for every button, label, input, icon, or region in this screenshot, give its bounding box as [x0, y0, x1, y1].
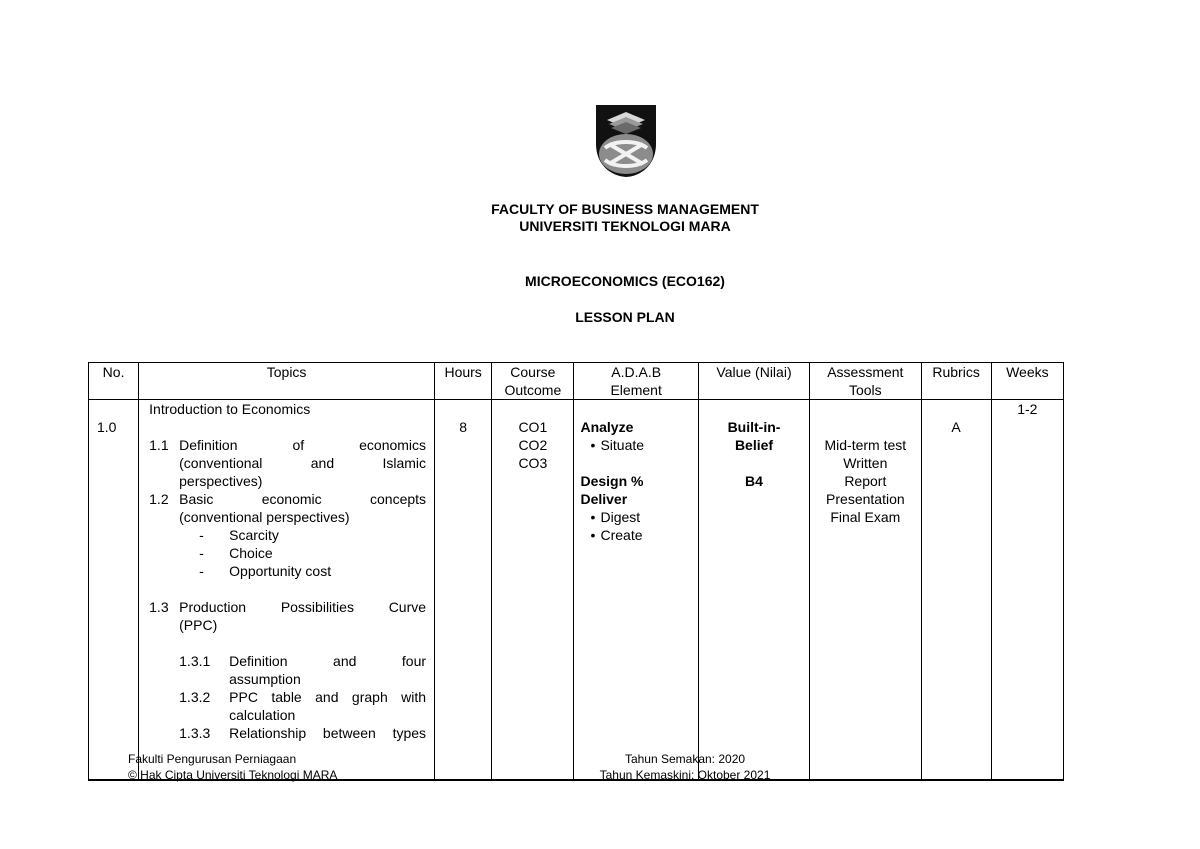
col-value: Value (Nilai): [698, 363, 809, 400]
cell-topics: [139, 400, 435, 781]
cell-rubrics: A: [921, 400, 991, 781]
concept-item: - Choice: [199, 545, 273, 561]
cell-hours: 8: [435, 400, 492, 781]
faculty-name: FACULTY OF BUSINESS MANAGEMENT: [491, 201, 759, 217]
topic-1-3-3: 1.3.3 Relationship between types: [179, 725, 427, 741]
topic-1-3-1: 1.3.1 Definition and four assumption: [179, 653, 427, 687]
cell-course-outcome: CO1 CO2 CO3: [492, 400, 574, 781]
university-logo: [595, 104, 657, 178]
topic-1-3-2: 1.3.2 PPC table and graph with calculation: [179, 689, 427, 723]
topic-1-1: 1.1 Definition of economics (conventional and Islamic perspectives): [149, 437, 427, 489]
footer-right: Tahun Semakan: 2020 Tahun Kemaskini: Oktober 2021: [599, 752, 771, 782]
topic-main: Introduction to Economics: [149, 401, 311, 417]
col-adab-element: A.D.A.B Element: [574, 363, 698, 400]
cell-no: 1.0: [89, 400, 139, 781]
course-title: MICROECONOMICS (ECO162): [525, 273, 725, 289]
col-hours: Hours: [435, 363, 492, 400]
lesson-plan-table: [88, 362, 1064, 781]
topic-1-2: 1.2 Basic economic concepts (conventional perspectives): [149, 491, 427, 525]
cell-weeks: 1-2: [991, 400, 1063, 781]
cell-adab-element: Analyze • Situate Design % Deliver • Digest • Create: [574, 400, 698, 781]
adab-item: • Digest: [580, 508, 697, 526]
table-row: [89, 400, 1064, 781]
col-course-outcome: Course Outcome: [492, 363, 574, 400]
col-no: No.: [89, 363, 139, 400]
adab-item: • Create: [580, 526, 697, 544]
col-weeks: Weeks: [991, 363, 1063, 400]
col-topics: Topics: [139, 363, 435, 400]
col-assessment-tools: Assessment Tools: [810, 363, 921, 400]
footer-left: Fakulti Pengurusan Perniagaan © Hak Cipta Universiti Teknologi MARA: [128, 752, 338, 782]
adab-item: • Situate: [580, 436, 697, 454]
document-title: LESSON PLAN: [575, 309, 675, 325]
col-rubrics: Rubrics: [921, 363, 991, 400]
university-name: UNIVERSITI TEKNOLOGI MARA: [519, 218, 731, 234]
concept-item: - Opportunity cost: [199, 563, 332, 579]
concept-item: - Scarcity: [199, 527, 279, 543]
cell-assessment-tools: Mid-term test Written Report Presentation Final Exam: [810, 400, 921, 781]
topic-1-3: 1.3 Production Possibilities Curve (PPC): [149, 599, 427, 633]
cell-value: Built-in- Belief B4: [698, 400, 809, 781]
table-header-row: [89, 363, 1064, 400]
